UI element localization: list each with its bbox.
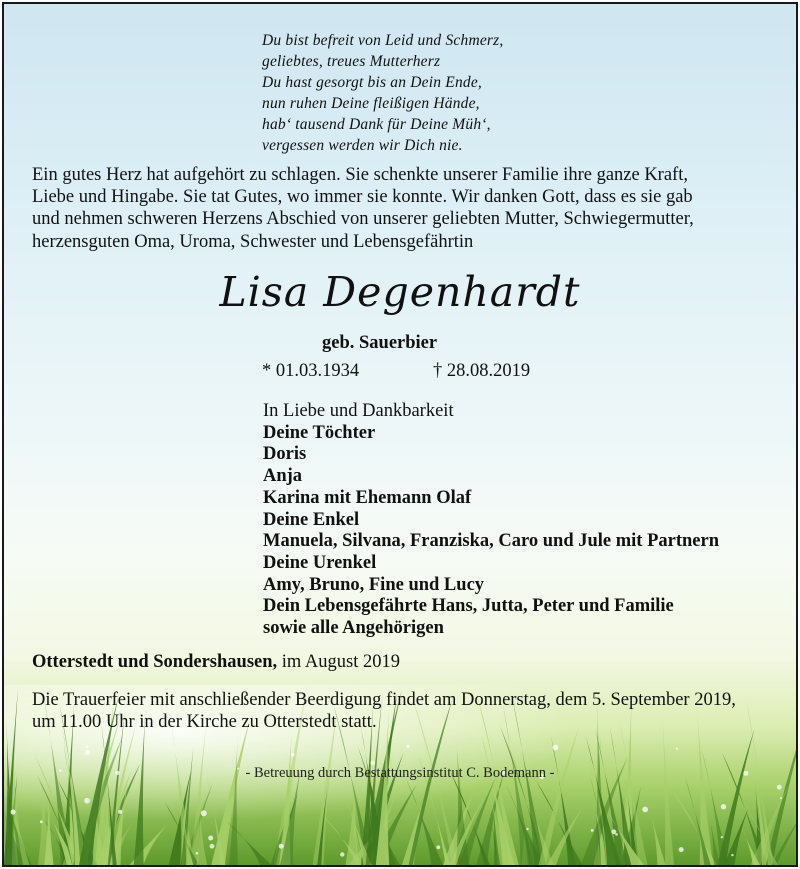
dew-drop [279,844,284,849]
intro-line: Ein gutes Herz hat aufgehört zu schlagen. Sie schenkte unserer Familie ihre ganze Kraft, [32,165,688,185]
dew-drop [208,836,213,841]
death-date: † 28.08.2019 [433,361,531,381]
dew-drop [676,748,678,750]
dew-drop [406,745,409,748]
mourner-line: Manuela, Silvana, Franziska, Caro und Jule mit Partnern [263,531,720,552]
dew-drop [85,750,90,755]
mourner-line: Amy, Bruno, Fine und Lucy [263,574,485,595]
place-date: im August 2019 [277,652,401,672]
poem-line: geliebtes, treues Mutterherz [262,53,441,70]
dew-drop [196,852,199,855]
intro-paragraph [32,164,772,253]
intro-line: und nehmen schweren Herzens Abschied von unserer geliebten Mutter, Schwiegermutter, [32,209,694,230]
dew-drop [777,785,782,790]
dew-drop [679,847,684,852]
dew-drop [436,845,440,849]
memorial-poem [262,30,503,156]
poem-line: nun ruhen Deine fleißigen Hände, [262,95,480,112]
mourner-line: Karina mit Ehemann Olaf [263,487,472,508]
mourner-line: Deine Enkel [263,509,360,530]
dew-drop [210,844,215,849]
poem-line: Du hast gesorgt bis an Dein Ende, [262,74,482,91]
poem-line: vergessen werden wir Dich nie. [262,137,463,154]
dew-drop [86,746,89,749]
dew-drop [340,852,344,856]
funeral-line: um 11.00 Uhr in der Kirche zu Otterstedt statt. [32,711,377,732]
dew-drop [591,829,594,832]
mourner-line: Doris [263,444,307,465]
dew-drop [40,820,43,823]
dew-drop [780,797,782,799]
mourner-line: Anja [263,466,303,487]
dew-drop [291,753,295,757]
deceased-name: Lisa Degenhardt [219,268,581,316]
dew-drop [612,829,617,834]
mourners-list [263,401,719,640]
obituary-notice [2,2,798,867]
funeral-line: Die Trauerfeier mit anschließender Beerdigung findet am Donnerstag, dem 5. September 2019, [32,690,736,710]
dew-drop [553,745,559,751]
dew-drop [201,810,207,816]
birth-date: * 01.03.1934 [262,361,360,381]
mourner-line: Dein Lebensgefährte Hans, Jutta, Peter und Familie [263,596,674,617]
mourner-line: Deine Urenkel [263,552,377,573]
maiden-name: geb. Sauerbier [322,333,438,353]
mourner-line: sowie alle Angehörigen [263,618,444,639]
undertaker-credit: - Betreuung durch Bestattungsinstitut C. Bodemann - [245,765,555,781]
dew-drop [731,854,733,856]
poem-line: Du bist befreit von Leid und Schmerz, [262,32,504,49]
dew-drop [721,836,723,838]
dew-drop [526,828,528,830]
funeral-info [32,690,776,733]
place-and-date [32,652,400,673]
intro-line: Liebe und Hingabe. Sie tat Gutes, wo immer sie konnte. Wir danken Gott, dass es sie gab [32,187,693,208]
dew-drop [11,809,16,814]
mourners-opening: In Liebe und Dankbarkeit [263,401,454,421]
dew-drop [118,810,122,814]
place-towns: Otterstedt und Sondershausen, [32,652,278,672]
dew-drop [615,833,618,836]
intro-line: herzensguten Oma, Uroma, Schwester und Lebensgefährtin [32,231,474,252]
poem-line: hab‘ tausend Dank für Deine Müh‘, [262,116,491,133]
dew-drop [642,807,648,813]
dew-drop [721,804,726,809]
dew-drop [84,798,90,804]
mourner-line: Deine Töchter [263,422,376,443]
